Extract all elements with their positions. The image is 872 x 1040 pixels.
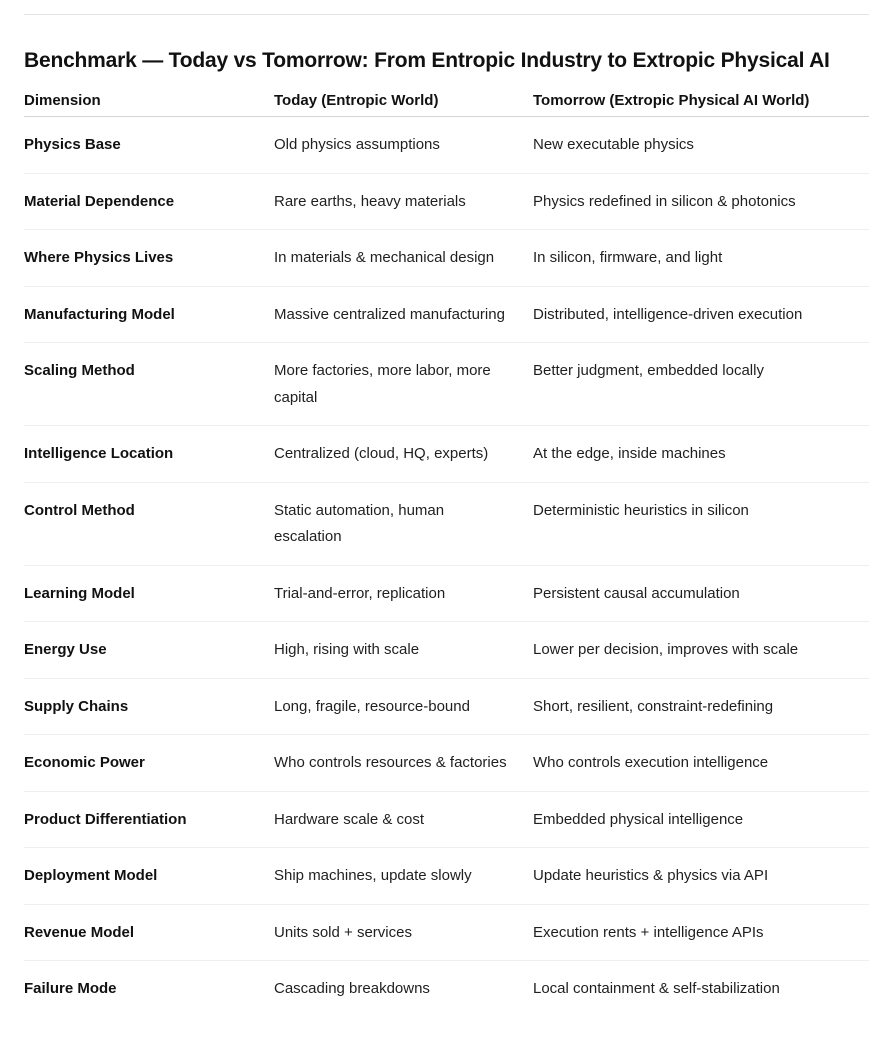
table-row (24, 791, 869, 848)
top-divider (24, 14, 869, 15)
dimension-cell: Supply Chains (24, 678, 274, 735)
header-dimension: Dimension (24, 84, 274, 117)
today-cell: Who controls resources & factories (274, 735, 533, 792)
tomorrow-cell: Who controls execution intelligence (533, 735, 869, 792)
today-cell: Massive centralized manufacturing (274, 286, 533, 343)
table-row (24, 678, 869, 735)
table-row (24, 426, 869, 483)
dimension-cell: Physics Base (24, 117, 274, 174)
page-title: Benchmark — Today vs Tomorrow: From Entropic Industry to Extropic Physical AI (24, 49, 830, 72)
benchmark-table (24, 84, 869, 1017)
tomorrow-cell: Local containment & self-stabilization (533, 980, 780, 997)
dimension-cell: Manufacturing Model (24, 286, 274, 343)
tomorrow-cell: Lower per decision, improves with scale (533, 622, 869, 679)
dimension-cell: Where Physics Lives (24, 230, 274, 287)
table-row (24, 482, 869, 565)
dimension-cell: Material Dependence (24, 173, 274, 230)
today-cell: Cascading breakdowns (274, 980, 430, 997)
today-cell: More factories, more labor, more capital (274, 343, 533, 426)
table-row (24, 961, 869, 1017)
today-cell: Trial-and-error, replication (274, 565, 533, 622)
tomorrow-cell: Deterministic heuristics in silicon (533, 482, 869, 565)
table-row (24, 286, 869, 343)
today-cell: Centralized (cloud, HQ, experts) (274, 426, 533, 483)
table-header-row (24, 84, 869, 117)
tomorrow-cell: New executable physics (533, 117, 869, 174)
today-cell: Ship machines, update slowly (274, 848, 533, 905)
table-row (24, 230, 869, 287)
tomorrow-cell: Execution rents + intelligence APIs (533, 904, 869, 961)
dimension-cell: Learning Model (24, 565, 274, 622)
today-cell: Hardware scale & cost (274, 791, 533, 848)
table-row (24, 117, 869, 174)
header-tomorrow: Tomorrow (Extropic Physical AI World) (533, 84, 869, 117)
today-cell: Rare earths, heavy materials (274, 173, 533, 230)
tomorrow-cell: Short, resilient, constraint-redefining (533, 678, 869, 735)
table-row (24, 904, 869, 961)
header-today: Today (Entropic World) (274, 84, 533, 117)
table-row (24, 565, 869, 622)
tomorrow-cell: Distributed, intelligence-driven execution (533, 286, 869, 343)
today-cell: Old physics assumptions (274, 117, 533, 174)
dimension-cell: Revenue Model (24, 904, 274, 961)
table-row (24, 735, 869, 792)
today-cell: In materials & mechanical design (274, 230, 533, 287)
dimension-cell: Product Differentiation (24, 791, 274, 848)
dimension-cell: Failure Mode (24, 980, 117, 997)
dimension-cell: Control Method (24, 482, 274, 565)
tomorrow-cell: Embedded physical intelligence (533, 791, 869, 848)
today-cell: Units sold + services (274, 904, 533, 961)
dimension-cell: Intelligence Location (24, 426, 274, 483)
tomorrow-cell: Physics redefined in silicon & photonics (533, 173, 869, 230)
dimension-cell: Deployment Model (24, 848, 274, 905)
tomorrow-cell: At the edge, inside machines (533, 426, 869, 483)
tomorrow-cell: Persistent causal accumulation (533, 565, 869, 622)
tomorrow-cell: Better judgment, embedded locally (533, 343, 869, 426)
dimension-cell: Scaling Method (24, 343, 274, 426)
table-row (24, 622, 869, 679)
table-row (24, 173, 869, 230)
today-cell: Static automation, human escalation (274, 482, 533, 565)
tomorrow-cell: In silicon, firmware, and light (533, 230, 869, 287)
table-body (24, 117, 869, 1017)
tomorrow-cell: Update heuristics & physics via API (533, 848, 869, 905)
today-cell: Long, fragile, resource-bound (274, 678, 533, 735)
today-cell: High, rising with scale (274, 622, 533, 679)
table-row (24, 848, 869, 905)
table-row (24, 343, 869, 426)
dimension-cell: Energy Use (24, 622, 274, 679)
dimension-cell: Economic Power (24, 735, 274, 792)
